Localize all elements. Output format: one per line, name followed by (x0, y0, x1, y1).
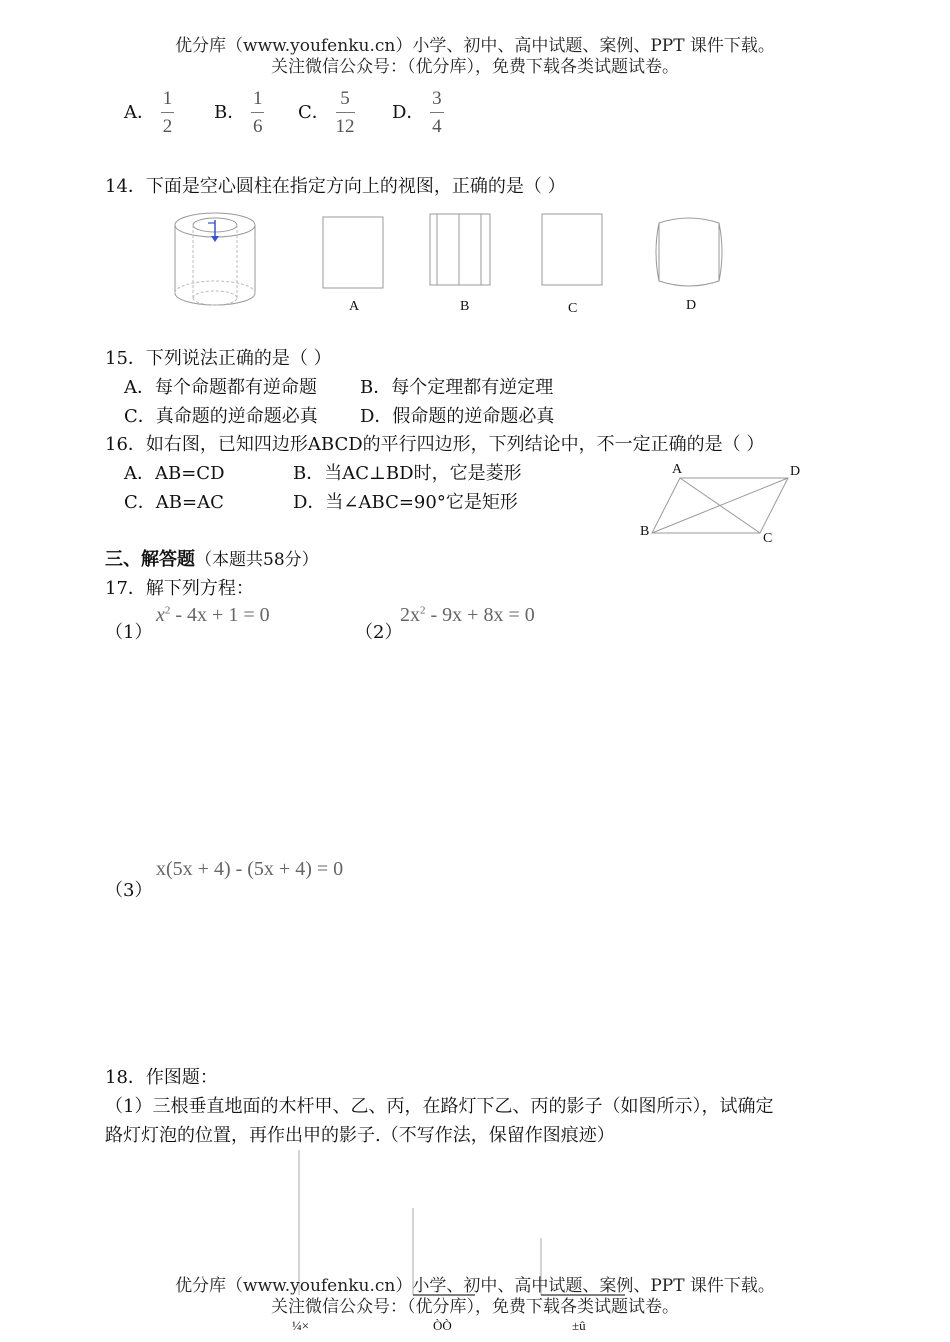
view-label-b: B (460, 299, 470, 314)
view-label-d: D (686, 298, 697, 313)
q13-option-a: A． $\frac{1}{2}$ (124, 88, 173, 137)
q15-option-d: D．假命题的逆命题必真 (360, 406, 555, 427)
q16-option-b: B．当AC⊥BD时，它是菱形 (293, 463, 522, 484)
q15-option-c: C．真命题的逆命题必真 (124, 406, 318, 427)
q17-part1-label: （1） (105, 622, 153, 643)
fraction: $\frac{1}{2}$ (162, 88, 173, 137)
view-a-figure (322, 216, 384, 290)
q17-text: 17．解下列方程： (105, 578, 254, 599)
equation-3: x(5x + 4) - (5x + 4) = 0 (156, 858, 344, 880)
pole-label-1: ¼× (292, 1318, 310, 1333)
view-b-figure (429, 213, 491, 287)
pole-label-2: ÒÒ (433, 1318, 452, 1333)
q16-option-a: A．AB=CD (124, 463, 225, 484)
fraction: $\frac{3}{4}$ (432, 88, 442, 137)
pole-label-3: ±û (572, 1318, 586, 1333)
parallelogram-figure (640, 460, 810, 550)
q13-option-b: B． $\frac{1}{6}$ (214, 88, 263, 137)
equation-2: $2x^2 - 9x + 8x = 0$ (400, 604, 535, 626)
hollow-cylinder-figure (170, 208, 270, 318)
q13-option-d: D． $\frac{3}{4}$ (392, 88, 442, 137)
equation-1: $x^2 - 4x + 1 = 0$ (156, 604, 270, 626)
q15-text: 15．下列说法正确的是（ ） (105, 348, 332, 369)
vertex-label-c: C (763, 531, 773, 546)
vertex-label-a: A (672, 462, 683, 477)
footer-line-1: 优分库（www.youfenku.cn）小学、初中、高中试题、案例、PPT 课件下载。 (175, 1276, 775, 1296)
vertex-label-b: B (640, 524, 650, 539)
fraction: $\frac{1}{6}$ (252, 88, 263, 137)
view-d-figure (656, 215, 722, 291)
q13-option-c: C． $\frac{5}{12}$ (298, 88, 355, 137)
q16-option-c: C．AB=AC (124, 492, 224, 513)
q16-option-d: D．当∠ABC=90°它是矩形 (293, 492, 518, 513)
view-label-c: C (568, 301, 578, 316)
q14-text: 14．下面是空心圆柱在指定方向上的视图，正确的是（ ） (105, 176, 566, 197)
q17-part3-label: （3） (105, 880, 153, 901)
header-line-2: 关注微信公众号：（优分库），免费下载各类试题试卷。 (271, 57, 679, 77)
q15-option-a: A．每个命题都有逆命题 (124, 377, 317, 398)
fraction: $\frac{5}{12}$ (335, 88, 355, 137)
q18-text: 18．作图题： (105, 1067, 218, 1088)
header-line-1: 优分库（www.youfenku.cn）小学、初中、高中试题、案例、PPT 课件下载。 (175, 36, 775, 56)
q16-text: 16．如右图，已知四边形ABCD的平行四边形，下列结论中，不一定正确的是（ ） (105, 434, 765, 455)
q18-line-1: （1）三根垂直地面的木杆甲、乙、丙，在路灯下乙、丙的影子（如图所示），试确定 (105, 1096, 774, 1117)
q15-option-b: B．每个定理都有逆定理 (360, 377, 554, 398)
vertex-label-d: D (790, 464, 801, 479)
section-3-heading: 三、解答题（本题共58分） (105, 549, 319, 570)
q17-part2-label: （2） (355, 622, 403, 643)
view-c-figure (541, 213, 603, 287)
view-label-a: A (349, 299, 360, 314)
footer-line-2: 关注微信公众号：（优分库），免费下载各类试题试卷。 (271, 1297, 679, 1317)
q18-line-2: 路灯灯泡的位置，再作出甲的影子.（不写作法，保留作图痕迹） (105, 1125, 615, 1146)
